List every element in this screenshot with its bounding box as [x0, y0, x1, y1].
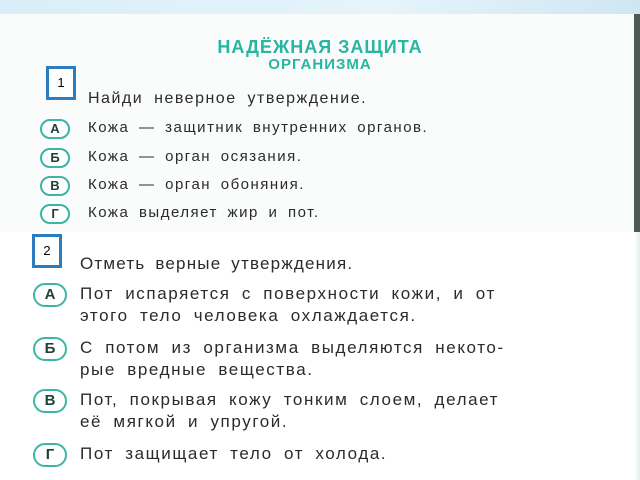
option-text-line-1: С потом из организма выделяются некото-	[80, 338, 505, 357]
window-top-bar	[0, 0, 640, 15]
option-letter-badge[interactable]: Г	[40, 204, 70, 224]
task2-number-box: 2	[32, 234, 62, 268]
option-text-line-1: Пот испаряется с поверхности кожи, и от	[80, 284, 496, 303]
option-letter-badge[interactable]: А	[33, 283, 67, 307]
option-text: Кожа — защитник внутренних органов.	[88, 119, 429, 136]
option-text-line-1: Пот, покрывая кожу тонким слоем, делает	[80, 390, 500, 409]
option-letter-badge[interactable]: Г	[33, 443, 67, 467]
task1-number-box: 1	[46, 66, 76, 100]
option-letter-badge[interactable]: Б	[33, 337, 67, 361]
option-text-line-2: рые вредные вещества.	[80, 360, 314, 379]
panel-edge	[634, 14, 640, 232]
task2-question: Отметь верные утверждения.	[80, 254, 354, 273]
title-line-2: ОРГАНИЗМА	[268, 56, 372, 73]
option-letter-badge[interactable]: А	[40, 119, 70, 139]
option-letter-badge[interactable]: В	[40, 176, 70, 196]
option-text-line-1: Пот защищает тело от холода.	[80, 444, 388, 463]
task1-question: Найди неверное утверждение.	[88, 90, 368, 107]
option-text: Кожа — орган осязания.	[88, 148, 303, 165]
title-line-1: НАДЁЖНАЯ ЗАЩИТА	[217, 37, 423, 57]
option-letter-badge[interactable]: Б	[40, 148, 70, 168]
option-letter-badge[interactable]: В	[33, 389, 67, 413]
option-text: Кожа выделяет жир и пот.	[88, 204, 320, 221]
option-text: Кожа — орган обоняния.	[88, 176, 305, 193]
option-text-line-2: её мягкой и упругой.	[80, 412, 289, 431]
page-title	[140, 38, 500, 72]
option-text-line-2: этого тело человека охлаждается.	[80, 306, 417, 325]
